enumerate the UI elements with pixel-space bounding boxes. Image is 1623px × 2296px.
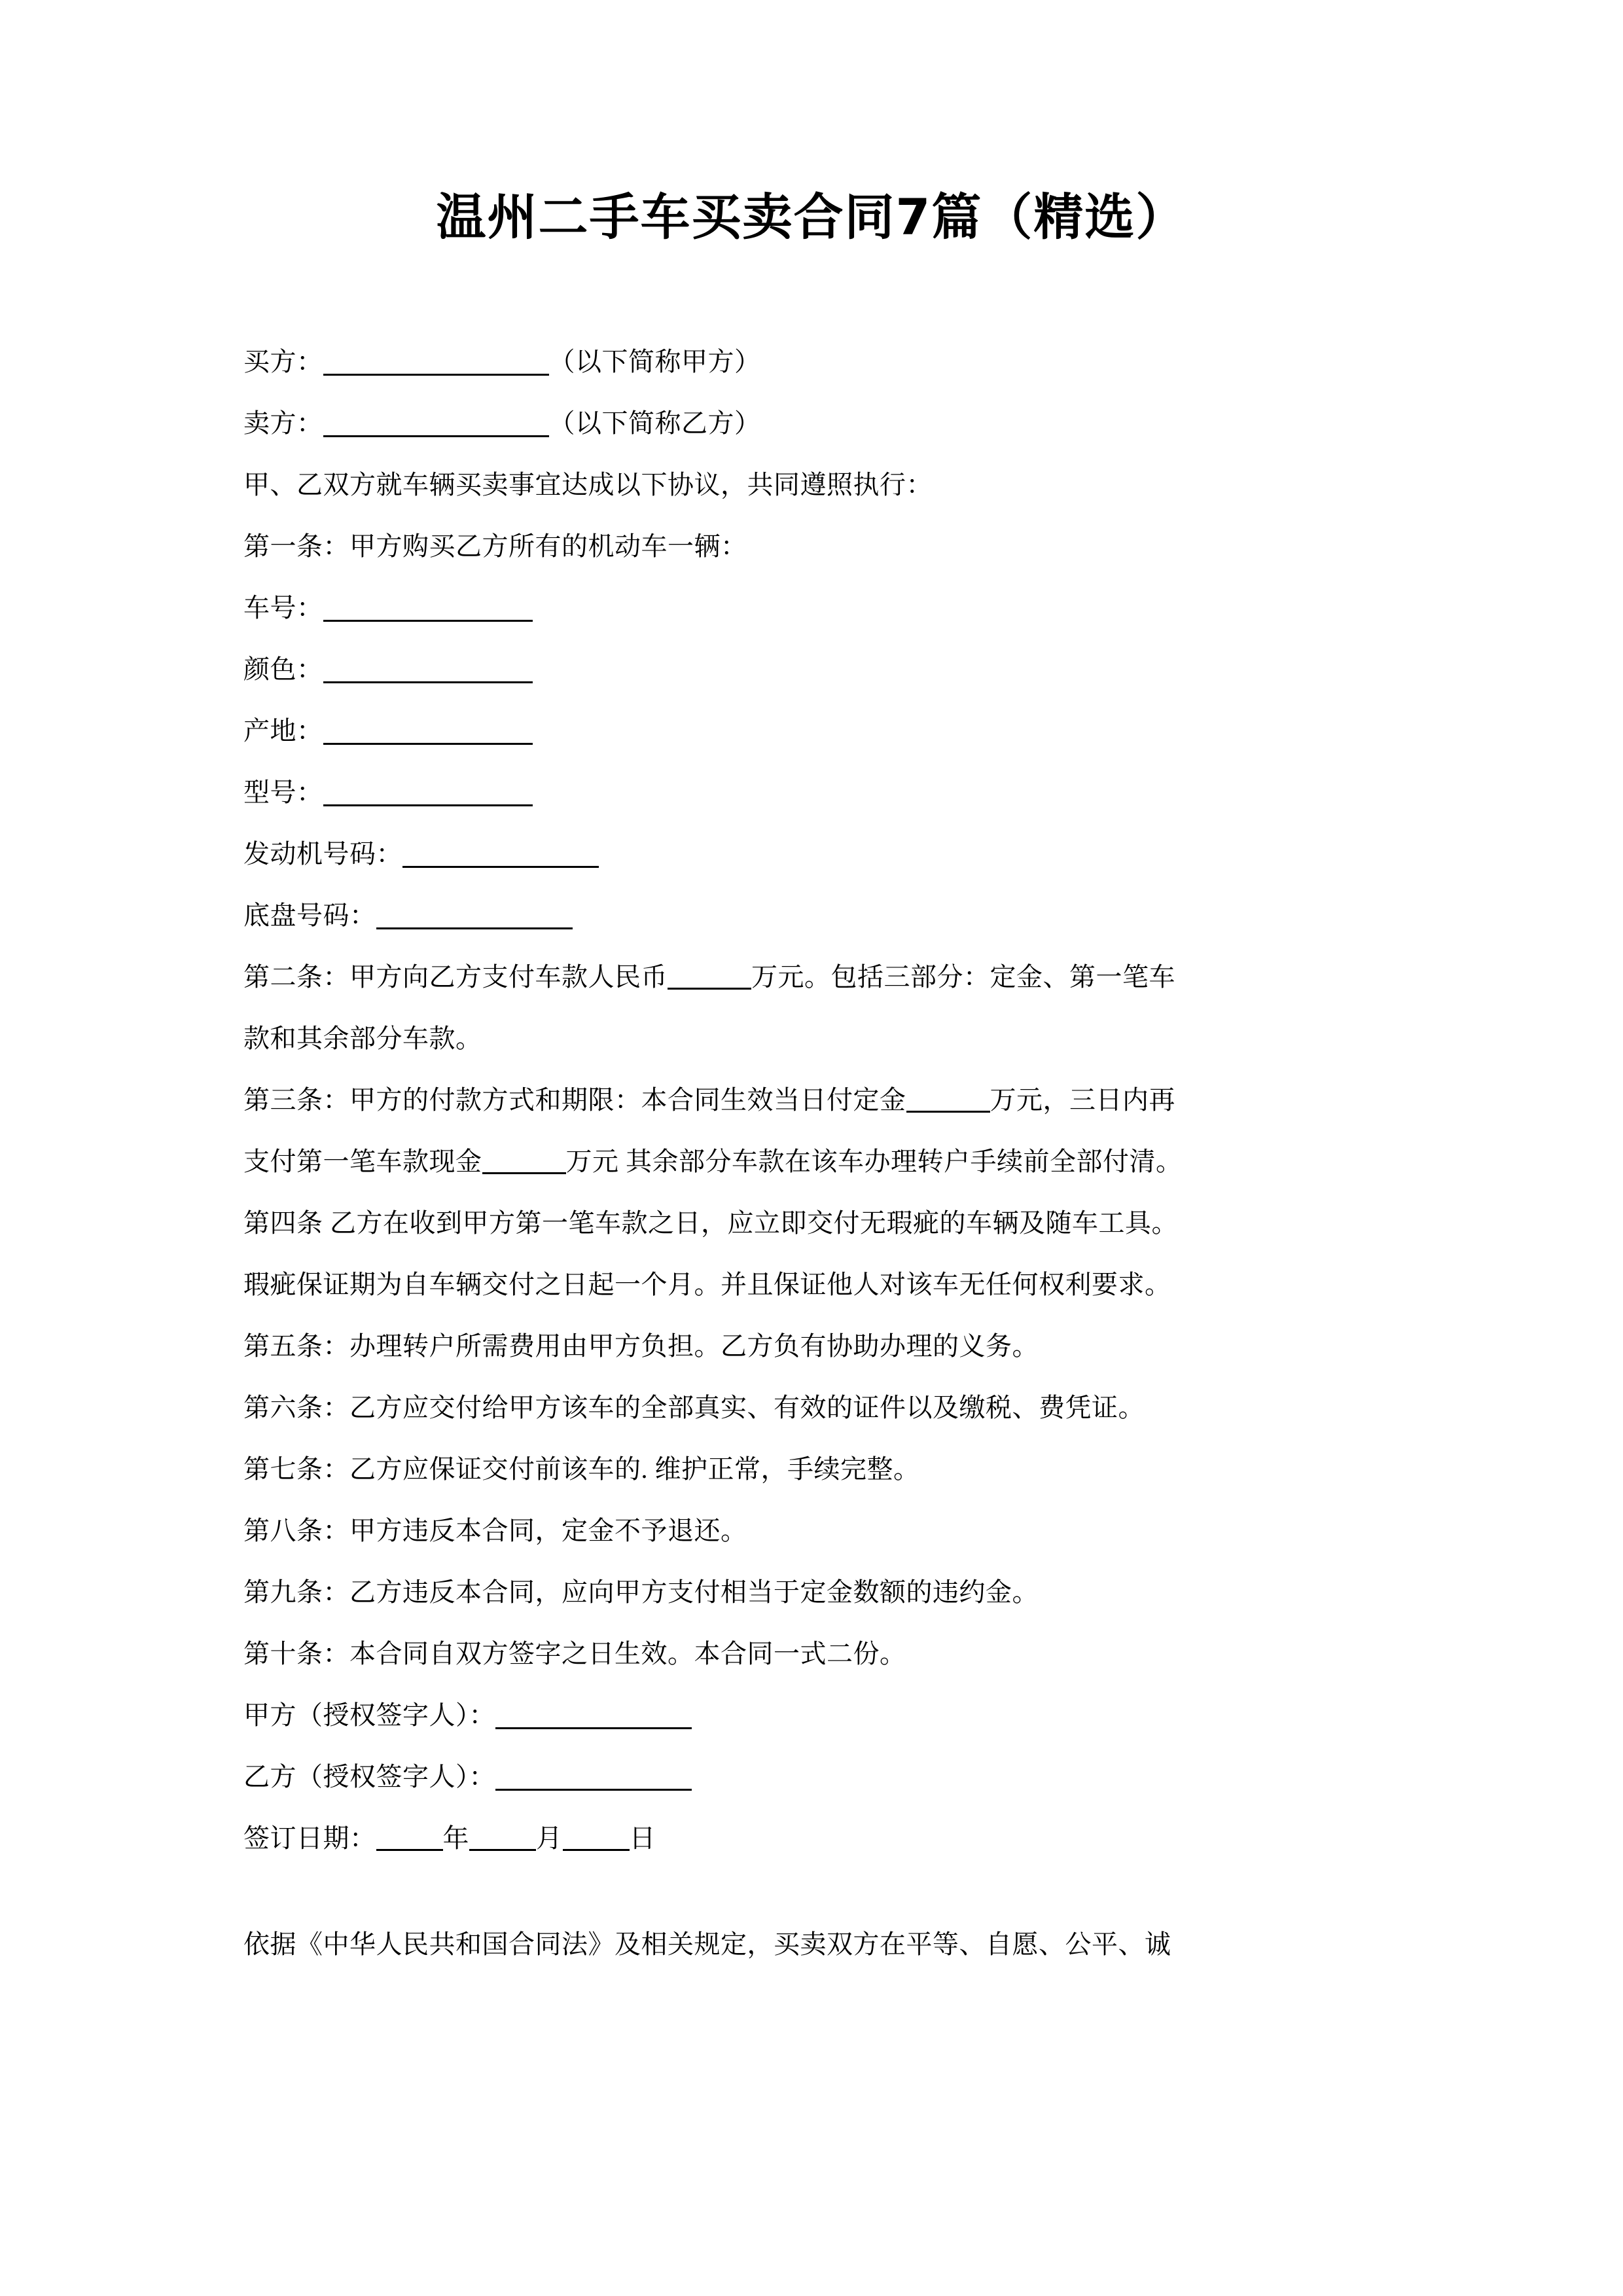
field-plate-number-blank[interactable] — [323, 600, 533, 622]
article-3-line-2 — [243, 1131, 1382, 1193]
article-3-line-1 — [243, 1069, 1382, 1131]
article-2-amount-blank[interactable] — [668, 971, 751, 990]
field-chassis-number-blank[interactable] — [376, 908, 573, 929]
article-6: 第六条：乙方应交付给甲方该车的全部真实、有效的证件以及缴税、费凭证。 — [243, 1393, 1145, 1422]
signature-date-month-blank[interactable] — [469, 1832, 536, 1851]
field-model-label: 型号： — [243, 778, 323, 807]
buyer-suffix: （以下简称甲方） — [548, 347, 761, 376]
closing-paragraph: 依据《中华人民共和国合同法》及相关规定，买卖双方在平等、自愿、公平、诚 — [243, 1929, 1171, 1959]
field-engine-number-blank[interactable] — [402, 846, 599, 868]
article-3-deposit-blank[interactable] — [906, 1094, 990, 1113]
article-2-text-a: 第二条：甲方向乙方支付车款人民币 — [243, 962, 668, 992]
article-3-text-d: 万元 其余部分车款在该车办理转户手续前全部付清。 — [565, 1147, 1183, 1176]
signature-party-b-blank[interactable] — [495, 1769, 692, 1791]
field-origin — [243, 700, 1382, 762]
field-chassis-number — [243, 885, 1382, 946]
seller-suffix: （以下简称乙方） — [548, 408, 761, 438]
signature-date-year-blank[interactable] — [376, 1832, 443, 1851]
document-body — [243, 331, 1382, 1975]
signature-date-year-unit: 年 — [442, 1823, 469, 1853]
field-engine-number — [243, 823, 1382, 885]
field-model — [243, 762, 1382, 823]
field-chassis-number-label: 底盘号码： — [243, 901, 376, 930]
field-plate-number — [243, 577, 1382, 639]
buyer-blank[interactable] — [323, 354, 549, 376]
article-1-heading: 第一条：甲方购买乙方所有的机动车一辆： — [243, 531, 747, 561]
field-model-blank[interactable] — [323, 785, 533, 806]
article-8: 第八条：甲方违反本合同，定金不予退还。 — [243, 1516, 747, 1545]
page-title: 温州二手车买卖合同7篇（精选） — [436, 188, 1187, 246]
signature-party-a — [243, 1685, 1382, 1746]
article-3-first-payment-blank[interactable] — [482, 1155, 566, 1174]
buyer-line — [243, 331, 1382, 393]
article-10: 第十条：本合同自双方签字之日生效。本合同一式二份。 — [243, 1639, 906, 1668]
seller-label: 卖方： — [243, 408, 323, 438]
article-3-text-a: 第三条：甲方的付款方式和期限：本合同生效当日付定金 — [243, 1085, 906, 1115]
signature-party-a-label: 甲方（授权签字人）： — [243, 1700, 495, 1730]
buyer-label: 买方： — [243, 347, 323, 376]
field-origin-blank[interactable] — [323, 723, 533, 745]
signature-party-b-label: 乙方（授权签字人）： — [243, 1762, 495, 1791]
field-color-blank[interactable] — [323, 662, 533, 683]
signature-date — [243, 1808, 1382, 1869]
article-7: 第七条：乙方应保证交付前该车的. 维护正常，手续完整。 — [243, 1454, 920, 1484]
article-3-text-c: 支付第一笔车款现金 — [243, 1147, 482, 1176]
seller-blank[interactable] — [323, 416, 549, 437]
signature-date-day-unit: 日 — [629, 1823, 656, 1853]
signature-party-a-blank[interactable] — [495, 1708, 692, 1729]
field-origin-label: 产地： — [243, 716, 323, 745]
signature-date-label: 签订日期： — [243, 1823, 376, 1853]
article-5: 第五条：办理转户所需费用由甲方负担。乙方负有协助办理的义务。 — [243, 1331, 1039, 1361]
article-9: 第九条：乙方违反本合同，应向甲方支付相当于定金数额的违约金。 — [243, 1577, 1039, 1607]
field-color-label: 颜色： — [243, 655, 323, 684]
article-4-line-2: 瑕疵保证期为自车辆交付之日起一个月。并且保证他人对该车无任何权利要求。 — [243, 1270, 1171, 1299]
field-engine-number-label: 发动机号码： — [243, 839, 402, 869]
article-4-line-1: 第四条 乙方在收到甲方第一笔车款之日，应立即交付无瑕疵的车辆及随车工具。 — [243, 1208, 1178, 1238]
signature-party-b — [243, 1746, 1382, 1808]
preamble-line: 甲、乙双方就车辆买卖事宜达成以下协议，共同遵照执行： — [243, 470, 933, 499]
field-color — [243, 639, 1382, 700]
article-3-text-b: 万元，三日内再 — [990, 1085, 1175, 1115]
field-plate-number-label: 车号： — [243, 593, 323, 622]
seller-line — [243, 393, 1382, 454]
signature-date-day-blank[interactable] — [563, 1832, 630, 1851]
closing-spacer — [243, 1869, 1382, 1914]
article-2-line-1 — [243, 946, 1382, 1008]
article-2-line-2: 款和其余部分车款。 — [243, 1024, 482, 1053]
article-2-text-b: 万元。包括三部分：定金、第一笔车 — [751, 962, 1175, 992]
signature-date-month-unit: 月 — [536, 1823, 563, 1853]
